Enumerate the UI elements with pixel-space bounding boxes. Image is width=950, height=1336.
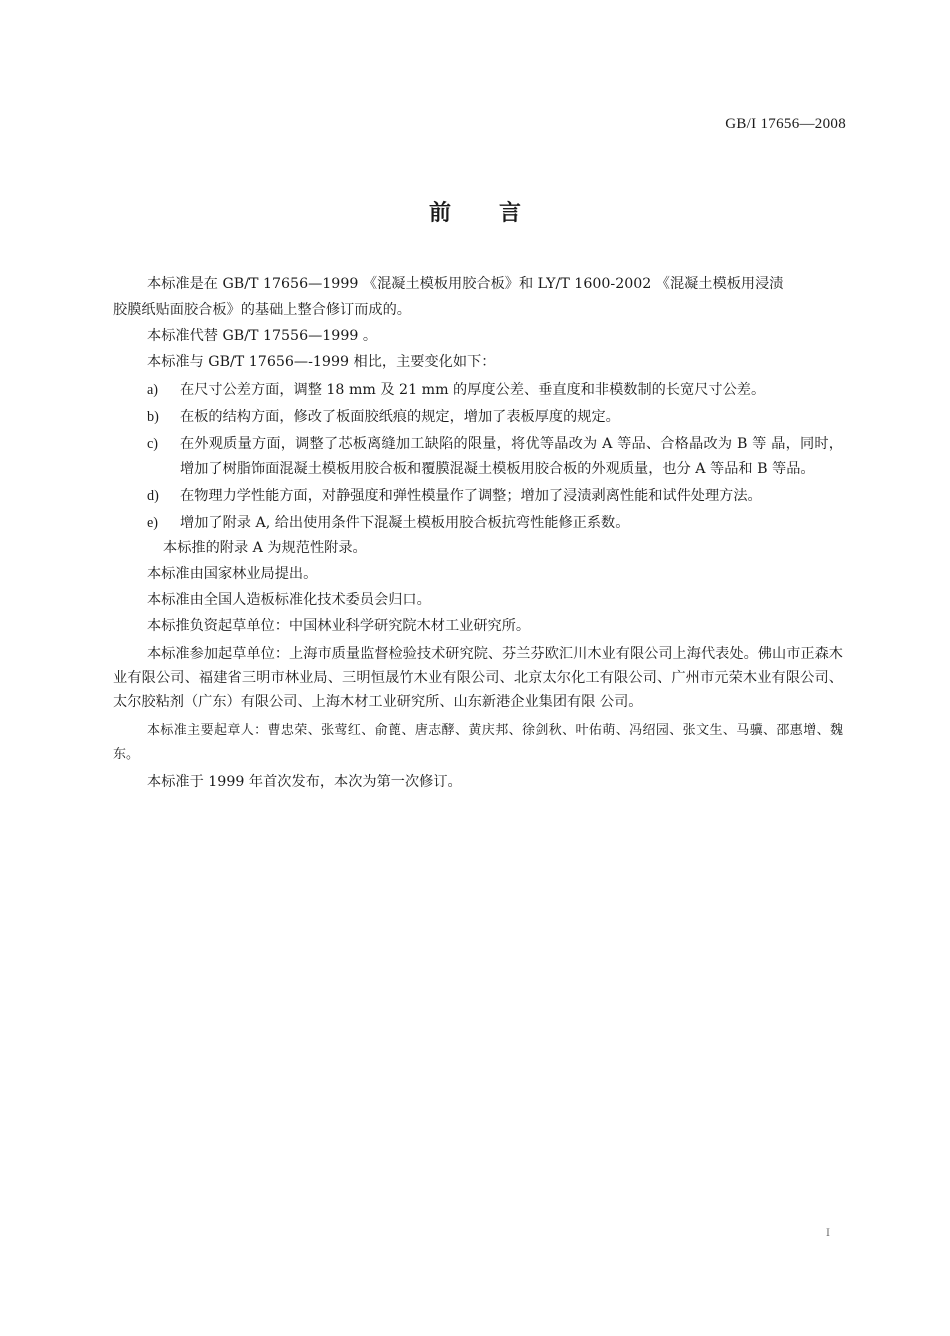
list-item-b bbox=[113, 405, 843, 430]
paragraph-drafter: 本标推负资起草单位：中国林业科学研究院木材工业研究所。 bbox=[147, 618, 531, 634]
page-title: 前言 bbox=[428, 201, 569, 226]
list-marker: e) bbox=[147, 515, 159, 531]
list-marker: c) bbox=[147, 436, 159, 452]
list-marker: a) bbox=[147, 382, 159, 398]
paragraph-replaces: 本标准代替 GB/T 17556—1999 。 bbox=[147, 328, 378, 344]
paragraph-basis-line1: 本标准是在 GB/T 17656—1999 《混凝土模板用胶合板》和 LY/T 1600-2002 《混凝土模板用浸渍 bbox=[147, 276, 784, 292]
standard-code: GB/I 17656—2008 bbox=[725, 116, 846, 132]
paragraph-participants: 本标准参加起草单位：上海市质量监督检验技术研究院、芬兰芬欧汇川木业有限公司上海代表处。佛山市正森木业有限公司、福建省三明市林业局、三明恒晟竹木业有限公司、北京太尔化工有限公司、广州市元荣木业有限公司、太尔胶粘剂（广东）有限公司、上海木材工业研究所、山东新港企业集团有限 公司。 bbox=[113, 646, 843, 710]
list-text: 在外观质量方面，调整了芯板离缝加工缺陷的限量，将优等晶改为 A 等品、合格晶改为 B 等 晶，同时，增加了树脂饰面混凝土模板用胶合板和覆膜混凝土模板用胶合板的外观质量，也分 A 等品和 B 等品。 bbox=[180, 436, 843, 477]
list-text: 在物理力学性能方面，对静强度和弹性模量作了调整；增加了浸渍剥离性能和试件处理方法。 bbox=[180, 488, 762, 504]
list-item-d bbox=[113, 484, 843, 509]
paragraph-centralized: 本标准由全国人造板标准化技术委员会归口。 bbox=[147, 592, 431, 608]
paragraph-changes-intro: 本标准与 GB/T 17656—-1999 相比，主要变化如下： bbox=[147, 354, 496, 370]
foreword-body bbox=[113, 274, 843, 798]
list-text: 在尺寸公差方面，调整 18 mm 及 21 mm 的厚度公差、垂直度和非模数制的长宽尺寸公差。 bbox=[180, 382, 766, 398]
page-number: I bbox=[826, 1228, 830, 1239]
list-item-c bbox=[113, 432, 843, 482]
list-text: 增加了附录 A, 给出使用条件下混凝土模板用胶合板抗弯性能修正系数。 bbox=[180, 515, 630, 531]
list-text: 在板的结构方面，修改了板面胶纸痕的规定，增加了表板厚度的规定。 bbox=[180, 409, 620, 425]
paragraph-annex: 本标推的附录 A 为规范性附录。 bbox=[163, 540, 367, 556]
paragraph-basis bbox=[113, 274, 843, 295]
paragraph-proposed: 本标准由国家林业局提出。 bbox=[147, 566, 318, 582]
paragraph-main-drafters: 本标准主要起章人：曹忠荣、张莺红、俞蓖、唐志酵、黄庆邦、徐剑秋、叶佑萌、冯绍园、张文生、马骥、邵惠增、魏东。 bbox=[113, 723, 843, 762]
list-item-a bbox=[113, 378, 843, 403]
paragraph-history: 本标准于 1999 年首次发布，本次为第一次修订。 bbox=[147, 774, 462, 790]
list-marker: d) bbox=[147, 488, 159, 504]
list-marker: b) bbox=[147, 409, 159, 425]
list-item-e bbox=[113, 511, 843, 536]
paragraph-basis-cont: 胶膜纸贴面胶合板》的基础上整合修订而成的。 bbox=[113, 302, 411, 318]
